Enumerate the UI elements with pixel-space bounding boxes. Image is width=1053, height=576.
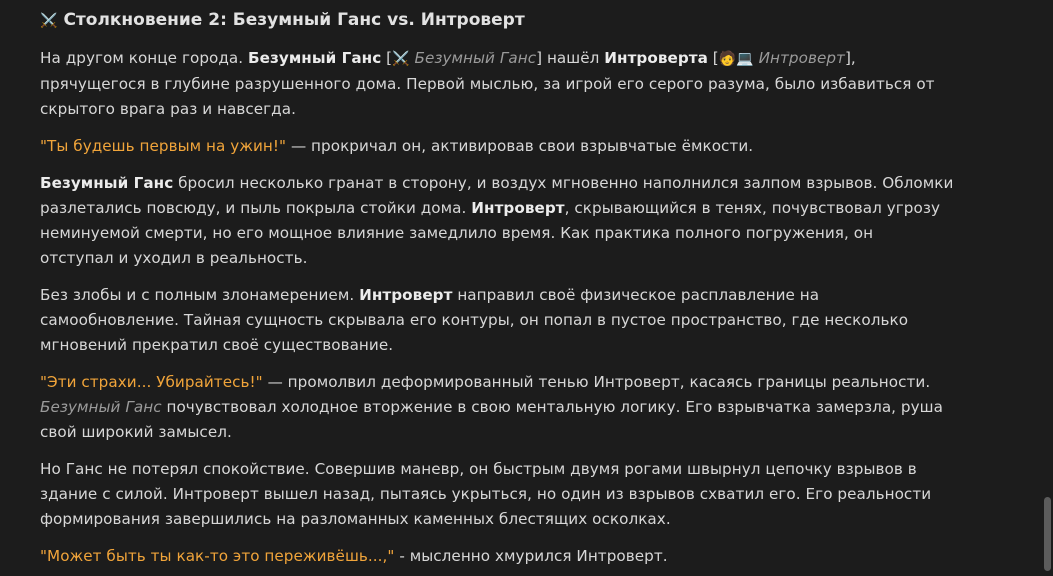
paragraph-line: Но Ганс не потерял спокойствие. Совершив маневр, он быстрым двумя рогами швырнул цепочку взрывов в	[40, 460, 917, 478]
character-name: Интроверт	[471, 199, 565, 217]
text-span: - мысленно хмурился Интроверт.	[394, 547, 668, 565]
text-span: — прокричал он, активировав свои взрывчатые ёмкости.	[286, 137, 754, 155]
message-content	[40, 8, 1000, 576]
paragraph-line	[40, 370, 1000, 395]
character-name: Безумный Ганс	[248, 49, 382, 67]
section-heading-text: Столкновение 2: Безумный Ганс vs. Интроверт	[63, 10, 525, 30]
person-laptop-icon: 🧑💻	[718, 51, 754, 67]
paragraph-line: здание с силой. Интроверт вышел назад, пытаясь укрыться, но один из взрывов схватил его. Его реальности	[40, 485, 932, 503]
paragraph-3	[40, 171, 1000, 271]
paragraph-line	[40, 395, 1000, 420]
text-span: [	[381, 49, 393, 67]
text-span: [	[707, 49, 719, 67]
text-span: направил своё физическое расплавление на	[452, 286, 820, 304]
text-span: — промолвил деформированный тенью Интроверт, касаясь границы реальности.	[262, 373, 931, 391]
character-name: Интроверт	[359, 286, 453, 304]
dialogue-quote: "Ты будешь первым на ужин!"	[40, 137, 287, 155]
paragraph-line: самообновление. Тайная сущность скрывала его контуры, он попал в пустое пространство, где несколько	[40, 311, 909, 329]
paragraph-line	[40, 544, 1000, 569]
character-tag: Интроверт	[753, 49, 845, 67]
paragraph-line: прячущегося в глубине разрушенного дома. Первой мыслью, за игрой его серого разума, было избавиться от	[40, 75, 935, 93]
paragraph-line: формирования завершились на разломанных каменных блестящих осколках.	[40, 510, 671, 528]
text-span: ] нашёл	[536, 49, 605, 67]
character-name: Интроверта	[604, 49, 708, 67]
paragraph-line	[40, 171, 1000, 196]
paragraph-line	[40, 283, 1000, 308]
dialogue-quote: "Эти страхи... Убирайтесь!"	[40, 373, 263, 391]
paragraph-line	[40, 134, 1000, 159]
text-span: разлетались повсюду, и пыль покрыла стойки дома.	[40, 199, 472, 217]
crossed-swords-icon: ⚔️	[392, 51, 410, 67]
paragraph-7	[40, 544, 1000, 569]
paragraph-4	[40, 283, 1000, 358]
paragraph-line: отступал и уходил в реальность.	[40, 249, 308, 267]
text-span: Без злобы и с полным злонамерением.	[40, 286, 360, 304]
paragraph-line: скрытого врага раз и навсегда.	[40, 100, 296, 118]
paragraph-line: свой широкий замысел.	[40, 423, 232, 441]
paragraph-1	[40, 46, 1000, 122]
text-span: ],	[844, 49, 856, 67]
section-heading	[40, 8, 1000, 33]
character-tag: Безумный Ганс	[409, 49, 537, 67]
paragraph-line: мгновений прекратил своё существование.	[40, 336, 394, 354]
character-tag: Безумный Ганс	[40, 398, 162, 416]
vertical-scrollbar-thumb[interactable]	[1044, 497, 1051, 571]
text-span: бросил несколько гранат в сторону, и воздух мгновенно наполнился залпом взрывов. Обломки	[173, 174, 954, 192]
crossed-swords-icon: ⚔️	[40, 13, 58, 29]
paragraph-line: неминуемой смерти, но его мощное влияние замедлило время. Как практика полного погружения, он	[40, 224, 874, 242]
paragraph-line	[40, 46, 1000, 72]
character-name: Безумный Ганс	[40, 174, 174, 192]
dialogue-quote: "Может быть ты как-то это переживёшь...,"	[40, 547, 395, 565]
paragraph-5	[40, 370, 1000, 445]
paragraph-line	[40, 196, 1000, 221]
paragraph-6	[40, 457, 1000, 532]
paragraph-2	[40, 134, 1000, 159]
text-span: На другом конце города.	[40, 49, 249, 67]
text-span: , скрывающийся в тенях, почувствовал угрозу	[564, 199, 940, 217]
text-span: почувствовал холодное вторжение в свою ментальную логику. Его взрывчатка замерзла, руша	[161, 398, 943, 416]
